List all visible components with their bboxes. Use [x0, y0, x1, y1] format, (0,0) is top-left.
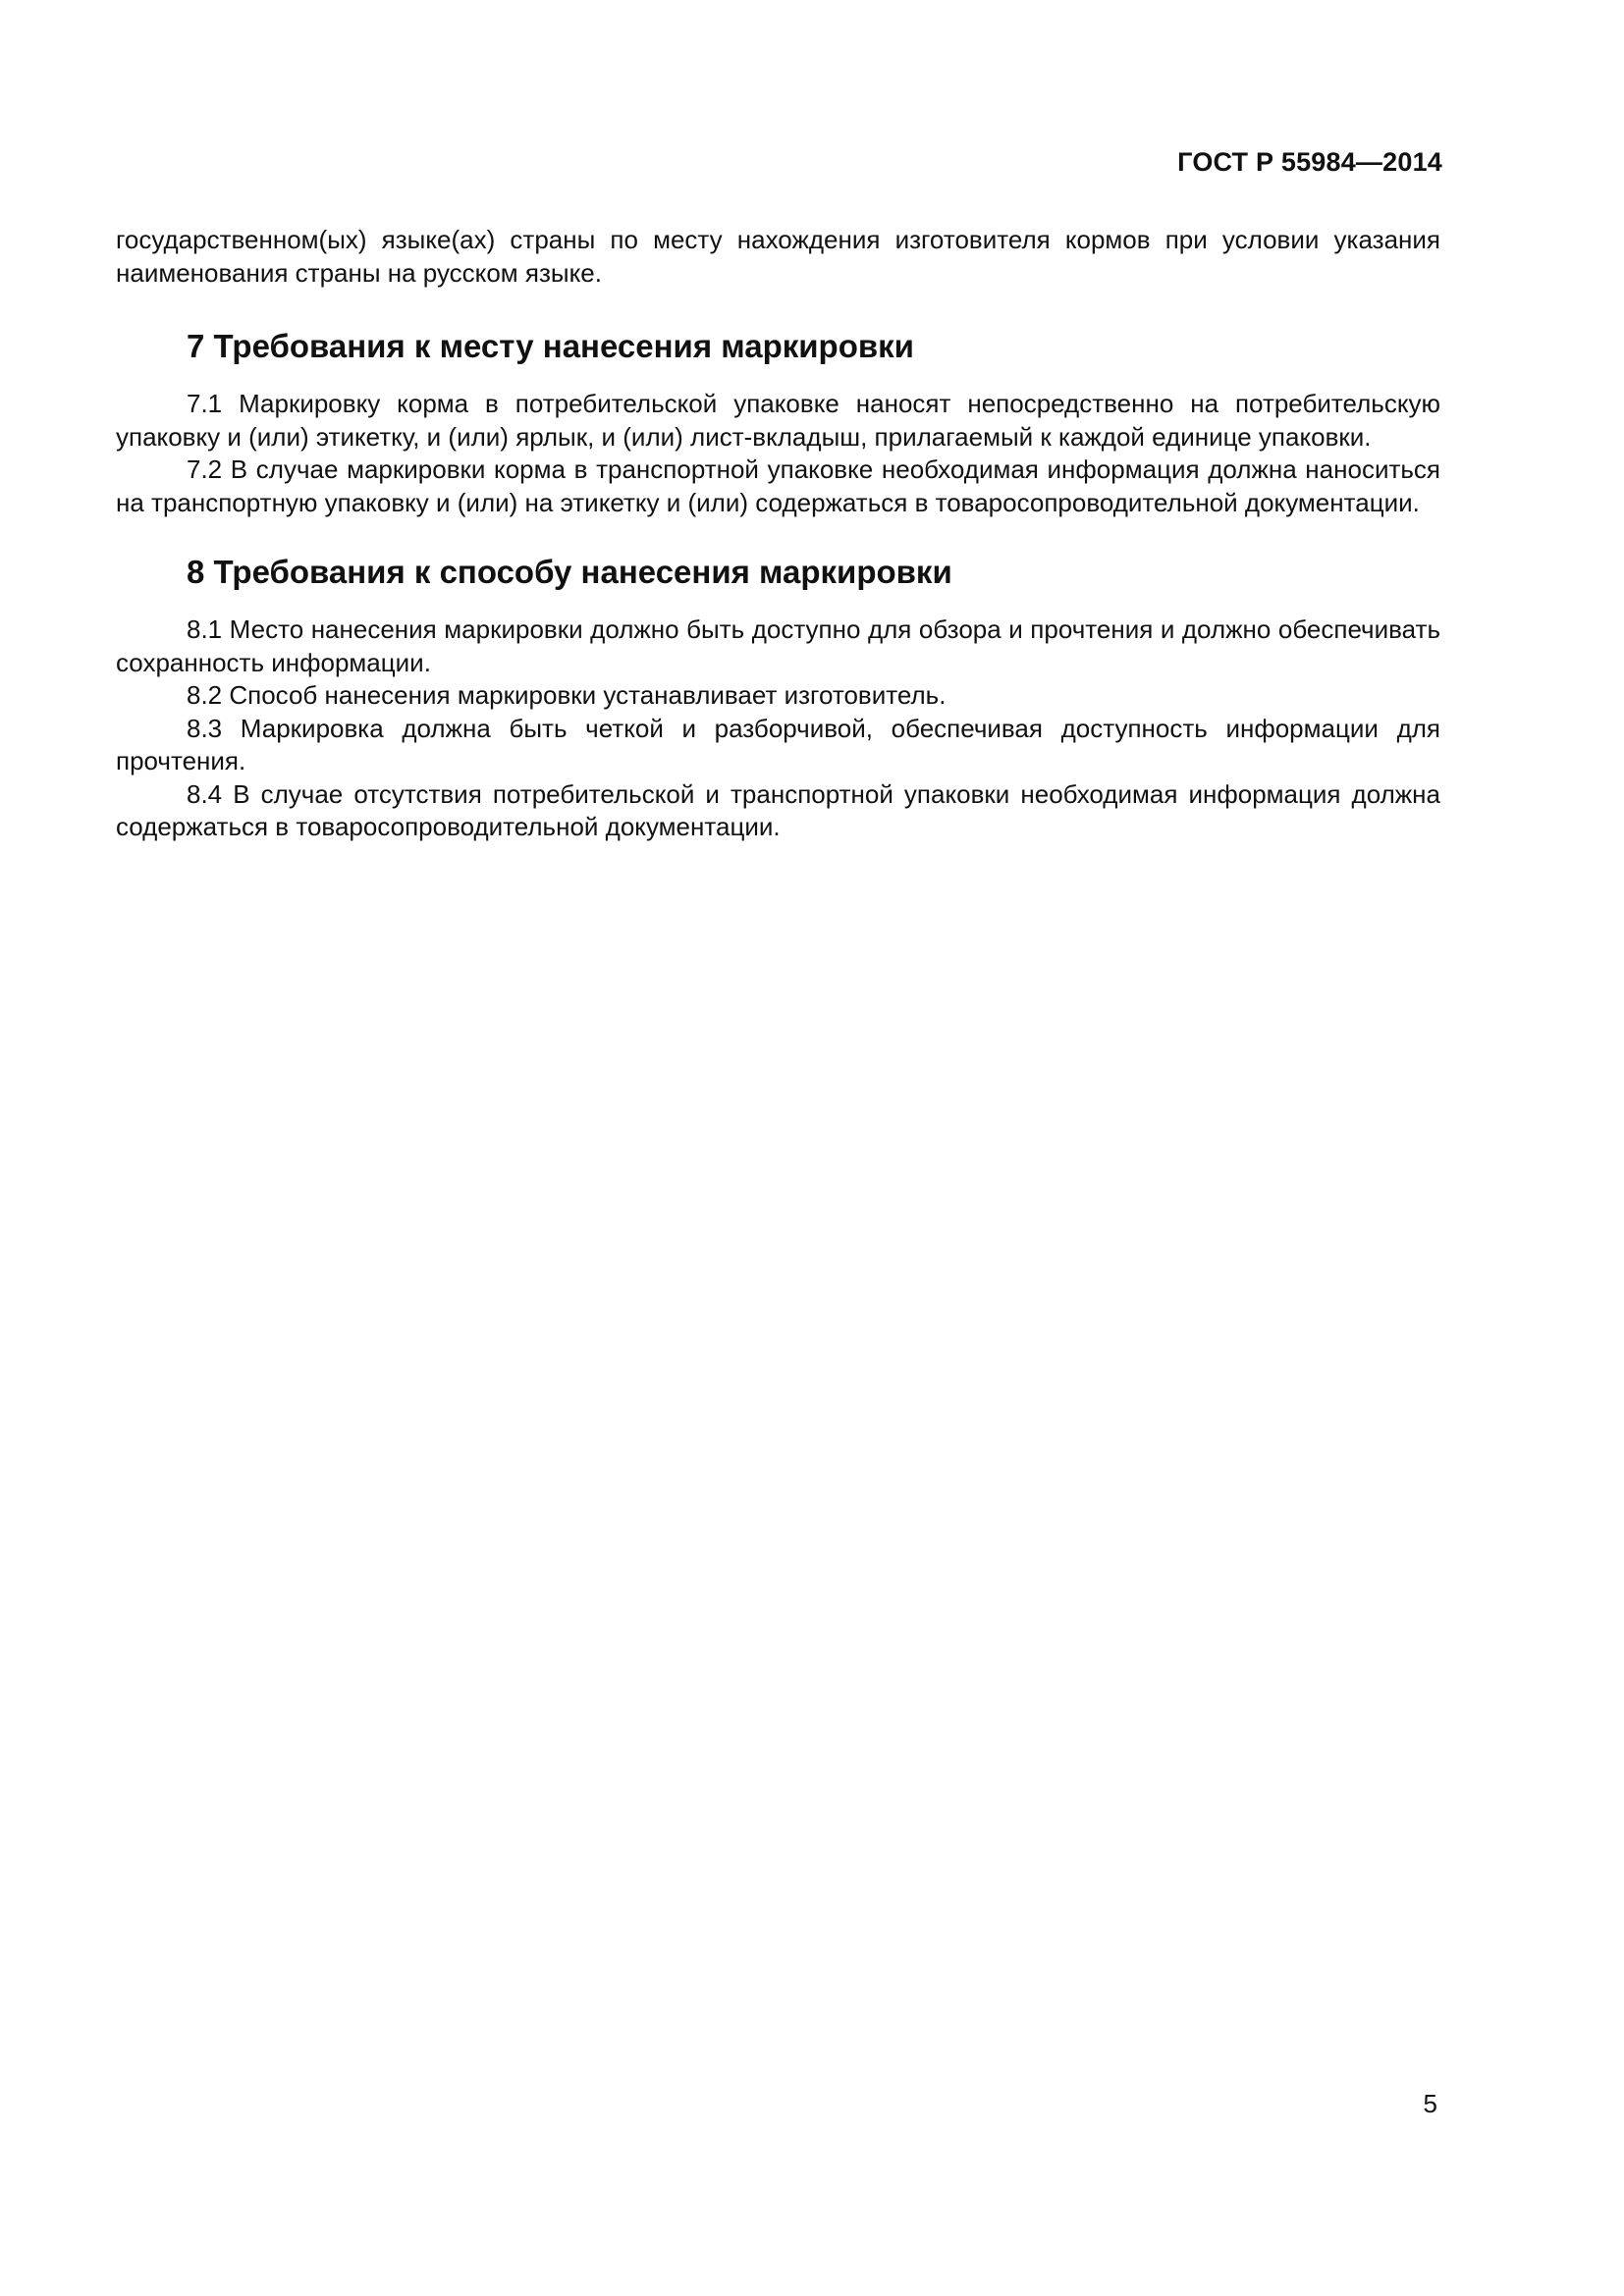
- section-7-title: 7 Требования к месту нанесения маркировки: [187, 328, 914, 364]
- section-8-3-paragraph: 8.3 Маркировка должна быть четкой и разборчивой, обеспечивая доступность информации для прочтения.: [116, 713, 1440, 775]
- document-body: [116, 224, 1440, 844]
- section-8-2-paragraph: 8.2 Способ нанесения маркировки устанавливает изготовитель.: [187, 680, 947, 710]
- section-8-title: 8 Требования к способу нанесения маркировки: [187, 554, 952, 590]
- page-number: 5: [1423, 2089, 1437, 2118]
- section-8-1-paragraph: 8.1 Место нанесения маркировки должно быть доступно для обзора и прочтения и должно обеспечивать сохранность информации.: [116, 614, 1440, 677]
- intro-continuation-paragraph: государственном(ых) языке(ах) страны по месту нахождения изготовителя кормов при условии указания наименования страны на русском языке.: [116, 225, 1440, 288]
- section-8-4-paragraph: 8.4 В случае отсутствия потребительской и транспортной упаковки необходимая информация должна содержаться в товаросопроводительной документации.: [116, 778, 1440, 841]
- section-7-2-paragraph: 7.2 В случае маркировки корма в транспортной упаковке необходимая информация должна наноситься на транспортную упаковку и (или) на этикетку и (или) содержаться в товаросопроводительной документации.: [116, 454, 1440, 517]
- document-header: ГОСТ Р 55984—2014: [1177, 147, 1442, 177]
- section-7-1-paragraph: 7.1 Маркировку корма в потребительской упаковке наносят непосредственно на потребительскую упаковку и (или) этикетку, и (или) ярлык, и (или) лист-вкладыш, прилагаемый к каждой единице упаковки.: [116, 389, 1440, 452]
